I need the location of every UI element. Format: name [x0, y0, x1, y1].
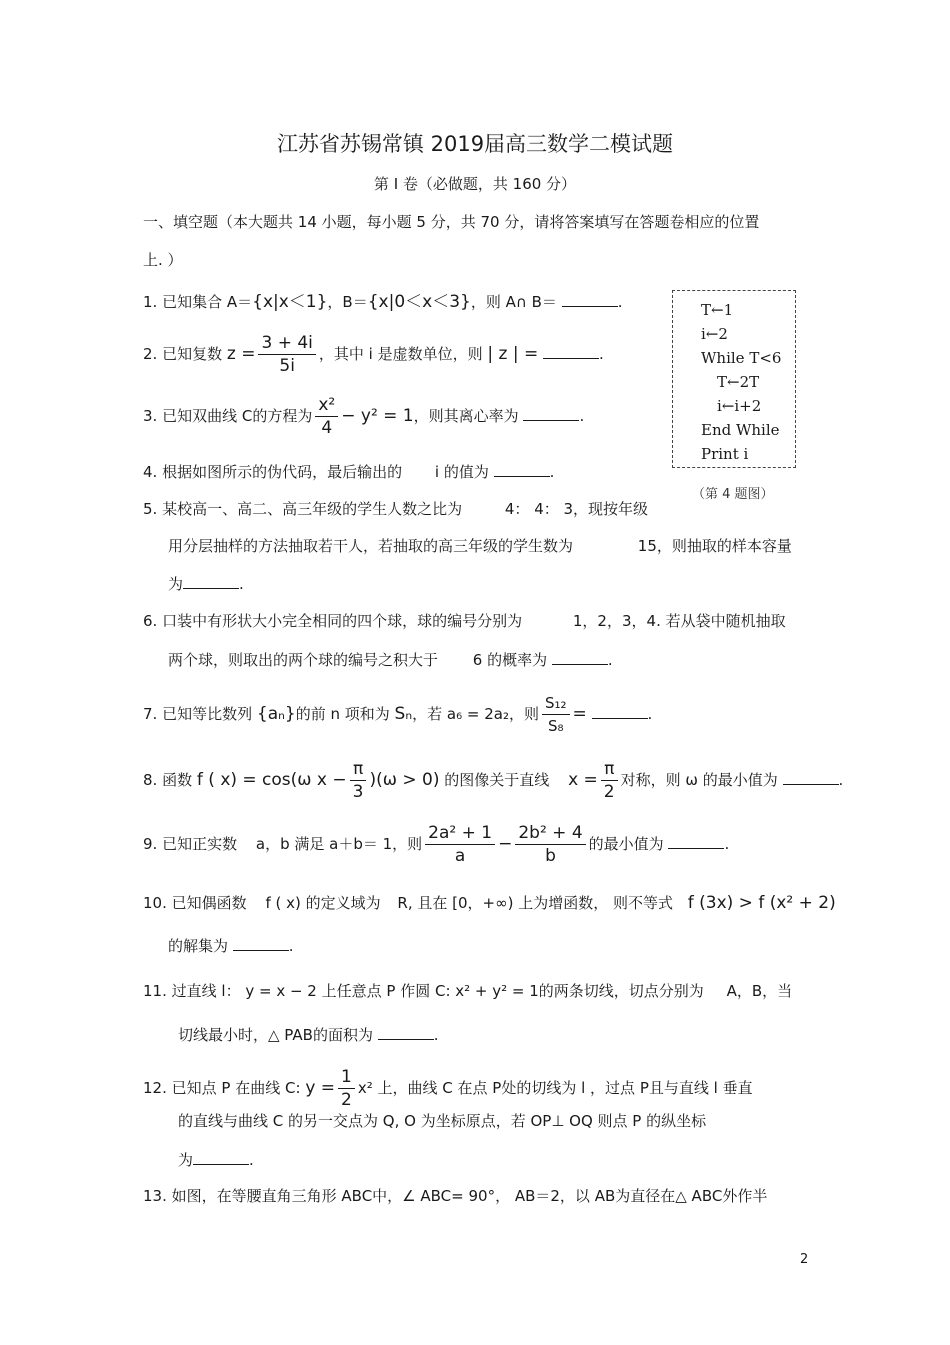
answer-blank[interactable]: [668, 834, 724, 849]
question-text: 函数: [162, 771, 193, 789]
question-9: 9. 已知正实数 a，b 满足 a＋b＝ 1，则 $\frac{\text{2a² + 1}}{a}$ − $\frac{\text{2b² + 4}}{b}$ 的最小值为 .: [143, 823, 730, 866]
question-text: A，B，当: [726, 982, 793, 1000]
question-text: 已知复数: [162, 345, 223, 363]
fraction: $\frac{\text{x²}}{4}$: [315, 394, 338, 439]
question-text: 对称，则 ω 的最小值为: [620, 771, 778, 789]
question-number: 3.: [143, 407, 158, 425]
question-text: R, 且在 [0，+∞) 上为增函数， 则不等式: [397, 894, 673, 912]
question-text: 的图像关于直线: [444, 771, 550, 789]
question-5-line2: 用分层抽样的方法抽取若干人，若抽取的高三年级的学生数为 15，则抽取的样本容量: [168, 537, 792, 555]
code-line: i←i+2: [717, 397, 762, 415]
question-text: 已知集合 A＝: [162, 293, 253, 311]
modulus-expr: | z | =: [487, 344, 539, 364]
code-line: Print i: [701, 445, 749, 463]
section-subtitle: 第 I 卷（必做题，共 160 分）: [373, 175, 577, 193]
answer-blank[interactable]: [233, 936, 289, 951]
question-text: 已知点 P 在曲线 C:: [171, 1079, 301, 1097]
question-text: ，B＝: [327, 293, 368, 311]
question-text: 1，2，3，4. 若从袋中随机抽取: [572, 612, 786, 630]
question-text: a，b 满足 a＋b＝ 1，则: [255, 835, 423, 853]
code-line: T←2T: [717, 373, 760, 391]
question-11-line2: 切线最小时，△ PAB的面积为 .: [178, 1026, 439, 1044]
question-6: [143, 611, 786, 631]
question-text: 已知偶函数: [171, 894, 247, 912]
fraction: $\frac{\text{S₁₂}}{\text{S₈}}$: [542, 692, 570, 737]
answer-blank[interactable]: [552, 650, 608, 665]
question-text: 的最小值为: [588, 835, 664, 853]
answer-blank[interactable]: [543, 344, 599, 359]
question-text: ，其中 i 是虚数单位，则: [318, 345, 483, 363]
question-text: 根据如图所示的伪代码，最后输出的: [162, 463, 403, 481]
answer-blank[interactable]: [183, 574, 239, 589]
figure-caption: （第 4 题图）: [692, 487, 774, 502]
question-text: 口装中有形状大小完全相同的四个球，球的编号分别为: [162, 612, 523, 630]
question-6-line2: 两个球，则取出的两个球的编号之积大于 6 的概率为 .: [168, 651, 613, 669]
answer-blank[interactable]: [592, 704, 648, 719]
question-number: 4.: [143, 463, 158, 481]
question-12-line3: 为 .: [178, 1151, 254, 1169]
inequality-expr: f (3x) > f (x² + 2): [687, 893, 836, 913]
code-line: End While: [701, 421, 780, 439]
question-text: 某校高一、高二、高三年级的学生人数之比为: [162, 500, 463, 518]
question-text: 已知等比数列: [162, 705, 253, 723]
fraction: $\frac{\pi}{3}$: [350, 758, 367, 803]
question-text: 已知双曲线 C的方程为: [162, 407, 313, 425]
z-expr: z =: [226, 344, 256, 364]
page-number: 2: [800, 1252, 809, 1267]
question-8: 8. 函数 f ( x) = cos(ω x − $\frac{\pi}{3}$ )(ω > 0) 的图像关于直线 x = $\frac{\pi}{2}$ 对称，则 ω 的最小值为 .: [143, 759, 844, 802]
question-13: [143, 1186, 767, 1206]
sequence-expr: {aₙ}: [256, 704, 296, 724]
function-expr: f ( x) = cos(ω x −: [196, 770, 347, 790]
question-number: 6.: [143, 612, 158, 630]
question-number: 2.: [143, 345, 158, 363]
fraction: $\frac{\text{2a² + 1}}{a}$: [425, 822, 495, 867]
question-number: 10.: [143, 894, 167, 912]
code-line: While T<6: [701, 349, 782, 367]
fraction: $\frac{\pi}{2}$: [601, 758, 618, 803]
question-number: 13.: [143, 1187, 167, 1205]
fraction: $\frac{\text{2b² + 4}}{b}$: [515, 822, 585, 867]
question-3: 3. 已知双曲线 C的方程为 $\frac{\text{x²}}{4}$ − y² = 1，则其离心率为 .: [143, 395, 585, 438]
question-text: 的前 n 项和为: [295, 705, 390, 723]
question-text: 如图，在等腰直角三角形 ABC中，∠ ABC= 90°， AB＝2，以 AB为直径在△ ABC外作半: [171, 1187, 768, 1205]
question-5: [143, 499, 648, 519]
page-title: 江苏省苏锡常镇 2019届高三数学二模试题: [276, 132, 674, 156]
question-7: 7. 已知等比数列 {aₙ}的前 n 项和为 Sₙ，若 a₆ = 2a₂，则 $\frac{\text{S₁₂}}{\text{S₈}}$ = .: [143, 694, 653, 735]
question-12: 12. 已知点 P 在曲线 C: y = $\frac{1}{2}$ x² 上，曲线 C 在点 P处的切线为 l ，过点 P且与直线 l 垂直: [143, 1067, 753, 1110]
code-line: i←2: [701, 325, 728, 343]
set-a-expr: {x|x＜1}: [252, 292, 328, 312]
question-text: 已知正实数: [162, 835, 238, 853]
question-number: 11.: [143, 982, 167, 1000]
question-12-line2: 的直线与曲线 C 的另一交点为 Q, O 为坐标原点，若 OP⊥ OQ 则点 P 的纵坐标: [178, 1112, 707, 1130]
answer-blank[interactable]: [378, 1025, 434, 1040]
question-number: 7.: [143, 705, 158, 723]
fraction: $\frac{1}{2}$: [338, 1066, 355, 1111]
question-10: [143, 893, 836, 913]
fraction: $\frac{3 + 4i}{5i}$: [258, 332, 315, 377]
code-line: T←1: [701, 301, 734, 319]
question-text: ，则其离心率为: [413, 407, 519, 425]
question-number: 12.: [143, 1079, 167, 1097]
set-b-expr: {x|0＜x＜3}: [367, 292, 471, 312]
question-text: ，若 a₆ = 2a₂，则: [412, 705, 539, 723]
question-11: [143, 981, 792, 1001]
question-number: 1.: [143, 293, 158, 311]
question-text: i 的值为: [434, 463, 489, 481]
answer-blank[interactable]: [193, 1150, 249, 1165]
answer-blank[interactable]: [783, 770, 839, 785]
question-5-line3: 为 .: [168, 575, 244, 593]
answer-blank[interactable]: [523, 406, 579, 421]
question-text: 过直线 l： y = x − 2 上任意点 P 作圆 C: x² + y² = 1的两条切线，切点分别为: [171, 982, 704, 1000]
question-number: 5.: [143, 500, 158, 518]
question-10-line2: 的解集为 .: [168, 937, 294, 955]
question-number: 8.: [143, 771, 158, 789]
pseudocode-box: [672, 290, 796, 468]
question-text: x² 上，曲线 C 在点 P处的切线为 l ，过点 P且与直线 l 垂直: [357, 1079, 753, 1097]
question-text: 4： 4： 3，现按年级: [504, 500, 649, 518]
question-1: 1. 已知集合 A＝{x|x＜1}，B＝{x|0＜x＜3}，则 A∩ B＝ .: [143, 292, 623, 312]
question-4: 4. 根据如图所示的伪代码，最后输出的 i 的值为 .: [143, 463, 555, 481]
sum-expr: Sₙ: [394, 704, 413, 724]
answer-blank[interactable]: [494, 462, 550, 477]
instructions-line1: 一、填空题（本大题共 14 小题，每小题 5 分，共 70 分，请将答案填写在答题卷相应的位置: [143, 213, 760, 231]
question-text: ，则 A∩ B＝: [470, 293, 557, 311]
question-number: 9.: [143, 835, 158, 853]
instructions-line2: 上. ）: [143, 251, 183, 269]
answer-blank[interactable]: [562, 292, 618, 307]
equation-expr: − y² = 1: [341, 406, 414, 426]
question-text: f ( x) 的定义域为: [265, 894, 381, 912]
question-2: 2. 已知复数 z = $\frac{3 + 4i}{5i}$ ，其中 i 是虚数单位，则 | z | = .: [143, 333, 604, 376]
